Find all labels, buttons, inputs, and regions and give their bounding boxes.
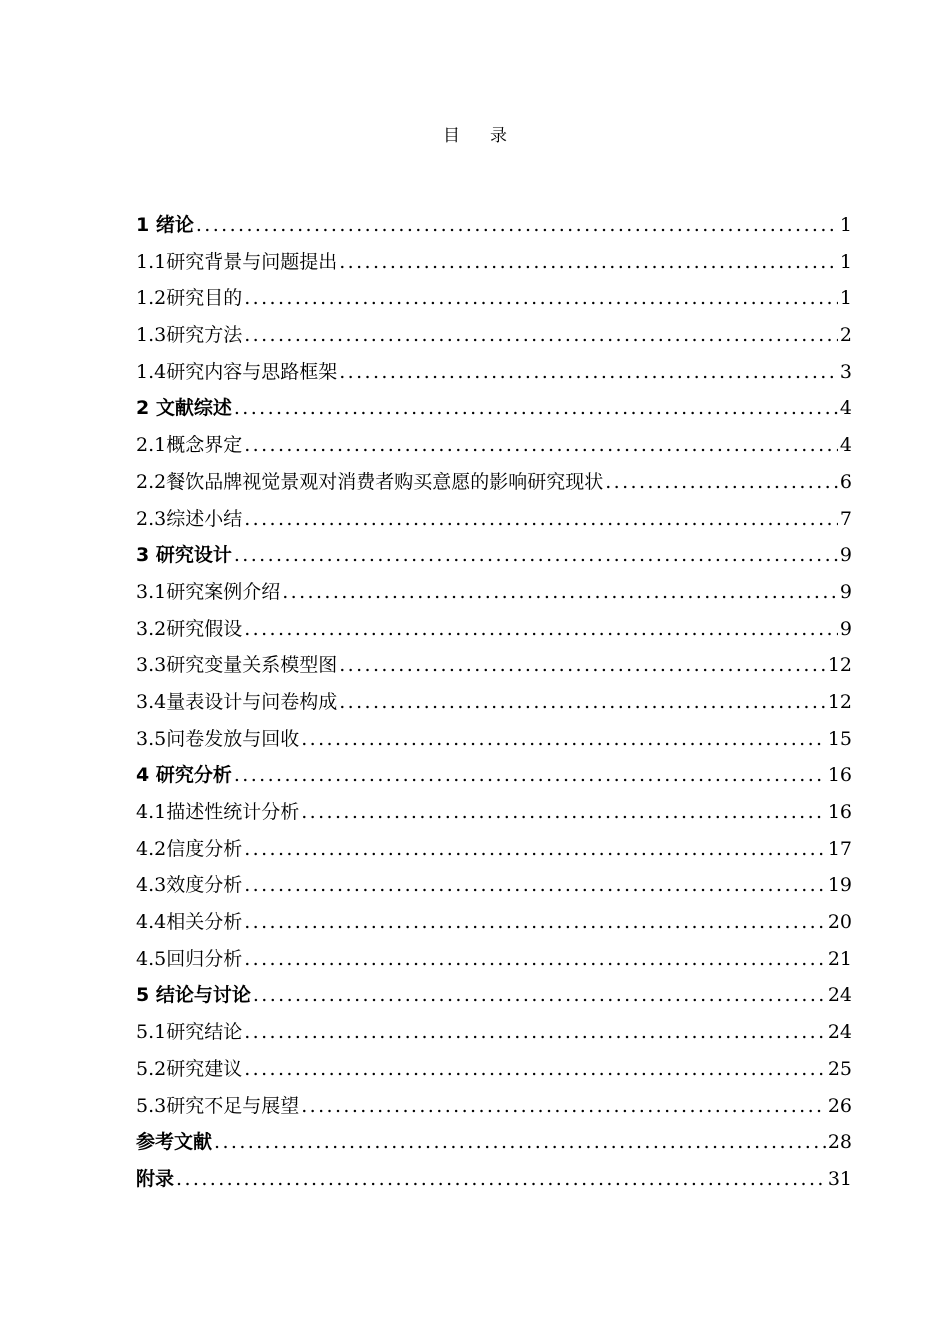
toc-entry-page-number: 9 xyxy=(839,617,852,640)
toc-entry-label: 3.3研究变量关系模型图 xyxy=(136,654,338,677)
toc-dot-leader xyxy=(244,614,838,644)
toc-entry-page-number: 25 xyxy=(827,1057,852,1080)
toc-dot-leader xyxy=(244,907,826,937)
toc-entry-page-number: 9 xyxy=(839,544,852,567)
table-of-contents xyxy=(136,210,852,1201)
toc-dot-leader xyxy=(301,1091,826,1121)
toc-entry[interactable] xyxy=(136,430,852,467)
toc-dot-leader xyxy=(339,247,838,277)
toc-entry-label: 2.3综述小结 xyxy=(136,507,243,530)
toc-entry[interactable] xyxy=(136,283,852,320)
toc-entry[interactable] xyxy=(136,1127,852,1164)
toc-entry[interactable] xyxy=(136,577,852,614)
toc-entry[interactable] xyxy=(136,944,852,981)
toc-entry-page-number: 9 xyxy=(839,580,852,603)
toc-entry-label: 4 研究分析 xyxy=(136,764,232,787)
toc-entry[interactable] xyxy=(136,1017,852,1054)
toc-entry-label: 1.4研究内容与思路框架 xyxy=(136,360,338,383)
toc-dot-leader xyxy=(244,283,838,313)
toc-entry-label: 4.4相关分析 xyxy=(136,911,243,934)
toc-dot-leader xyxy=(234,393,838,423)
toc-dot-leader xyxy=(176,1164,826,1194)
toc-entry-label: 1.1研究背景与问题提出 xyxy=(136,250,338,273)
toc-entry-label: 3.5问卷发放与回收 xyxy=(136,727,300,750)
toc-entry-page-number: 20 xyxy=(827,911,852,934)
toc-entry-page-number: 15 xyxy=(827,727,852,750)
toc-entry-page-number: 24 xyxy=(827,1021,852,1044)
toc-entry-label: 3.4量表设计与问卷构成 xyxy=(136,690,338,713)
toc-entry-label: 3.2研究假设 xyxy=(136,617,243,640)
toc-dot-leader xyxy=(214,1127,826,1157)
toc-entry-page-number: 31 xyxy=(827,1167,852,1190)
toc-entry-label: 4.3效度分析 xyxy=(136,874,243,897)
toc-entry[interactable] xyxy=(136,1054,852,1091)
toc-entry-label: 2.1概念界定 xyxy=(136,434,243,457)
toc-entry-page-number: 7 xyxy=(839,507,852,530)
toc-entry[interactable] xyxy=(136,687,852,724)
toc-entry[interactable] xyxy=(136,760,852,797)
toc-entry[interactable] xyxy=(136,1091,852,1128)
toc-dot-leader xyxy=(244,1054,826,1084)
toc-dot-leader xyxy=(244,504,838,534)
toc-entry[interactable] xyxy=(136,870,852,907)
toc-entry-page-number: 12 xyxy=(827,690,852,713)
toc-entry[interactable] xyxy=(136,797,852,834)
toc-dot-leader xyxy=(339,357,838,387)
toc-entry-label: 4.2信度分析 xyxy=(136,837,243,860)
toc-entry[interactable] xyxy=(136,393,852,430)
toc-entry-page-number: 12 xyxy=(827,654,852,677)
toc-dot-leader xyxy=(301,797,826,827)
toc-entry-page-number: 4 xyxy=(839,397,852,420)
toc-dot-leader xyxy=(234,760,826,790)
toc-entry-page-number: 28 xyxy=(827,1131,852,1154)
toc-dot-leader xyxy=(244,944,826,974)
toc-entry[interactable] xyxy=(136,1164,852,1201)
toc-entry[interactable] xyxy=(136,467,852,504)
toc-entry-label: 3 研究设计 xyxy=(136,544,232,567)
toc-entry[interactable] xyxy=(136,650,852,687)
page-title xyxy=(0,124,950,148)
toc-entry-page-number: 16 xyxy=(827,764,852,787)
toc-dot-leader xyxy=(244,1017,826,1047)
toc-dot-leader xyxy=(234,540,838,570)
toc-entry-page-number: 3 xyxy=(839,360,852,383)
toc-dot-leader xyxy=(339,650,826,680)
toc-dot-leader xyxy=(244,430,838,460)
toc-entry-page-number: 6 xyxy=(839,470,852,493)
toc-entry-label: 5.1研究结论 xyxy=(136,1021,243,1044)
toc-entry-label: 参考文献 xyxy=(136,1131,213,1154)
toc-entry[interactable] xyxy=(136,210,852,247)
toc-entry-label: 5 结论与讨论 xyxy=(136,984,251,1007)
toc-entry-page-number: 16 xyxy=(827,801,852,823)
toc-entry-page-number: 4 xyxy=(839,434,852,457)
toc-entry[interactable] xyxy=(136,980,852,1017)
toc-entry-label: 4.1描述性统计分析 xyxy=(136,801,300,823)
toc-entry-label: 1 绪论 xyxy=(136,214,194,236)
toc-entry-label: 1.3研究方法 xyxy=(136,324,243,347)
page-title-char-1: 目 xyxy=(443,126,460,146)
toc-entry-page-number: 17 xyxy=(827,837,852,860)
toc-entry[interactable] xyxy=(136,504,852,541)
toc-entry-page-number: 1 xyxy=(839,250,852,273)
toc-entry-page-number: 1 xyxy=(839,287,852,310)
toc-dot-leader xyxy=(244,834,826,864)
toc-dot-leader xyxy=(605,467,838,497)
page-title-char-2: 录 xyxy=(490,126,507,146)
toc-entry-page-number: 26 xyxy=(827,1094,852,1117)
toc-dot-leader xyxy=(244,320,838,350)
toc-entry-page-number: 21 xyxy=(827,947,852,970)
toc-entry-label: 附录 xyxy=(136,1167,175,1190)
toc-entry[interactable] xyxy=(136,540,852,577)
toc-entry-label: 5.3研究不足与展望 xyxy=(136,1094,300,1117)
toc-dot-leader xyxy=(339,687,826,717)
toc-entry[interactable] xyxy=(136,320,852,357)
toc-entry[interactable] xyxy=(136,247,852,284)
toc-entry-page-number: 19 xyxy=(827,874,852,897)
toc-entry[interactable] xyxy=(136,834,852,871)
toc-entry-page-number: 24 xyxy=(827,984,852,1007)
toc-entry-label: 4.5回归分析 xyxy=(136,947,243,970)
toc-entry[interactable] xyxy=(136,907,852,944)
toc-dot-leader xyxy=(301,724,826,754)
toc-entry-label: 1.2研究目的 xyxy=(136,287,243,310)
toc-entry-label: 2.2餐饮品牌视觉景观对消费者购买意愿的影响研究现状 xyxy=(136,470,604,493)
toc-entry-label: 5.2研究建议 xyxy=(136,1057,243,1080)
toc-entry[interactable] xyxy=(136,614,852,651)
toc-entry-label: 3.1研究案例介绍 xyxy=(136,580,281,603)
toc-entry[interactable] xyxy=(136,724,852,761)
toc-dot-leader xyxy=(196,210,838,240)
toc-dot-leader xyxy=(282,577,838,607)
toc-dot-leader xyxy=(253,980,826,1010)
toc-entry-page-number: 2 xyxy=(839,324,852,347)
toc-dot-leader xyxy=(244,870,826,900)
toc-entry-label: 2 文献综述 xyxy=(136,397,232,420)
toc-entry[interactable] xyxy=(136,357,852,394)
toc-entry-page-number: 1 xyxy=(839,214,852,236)
